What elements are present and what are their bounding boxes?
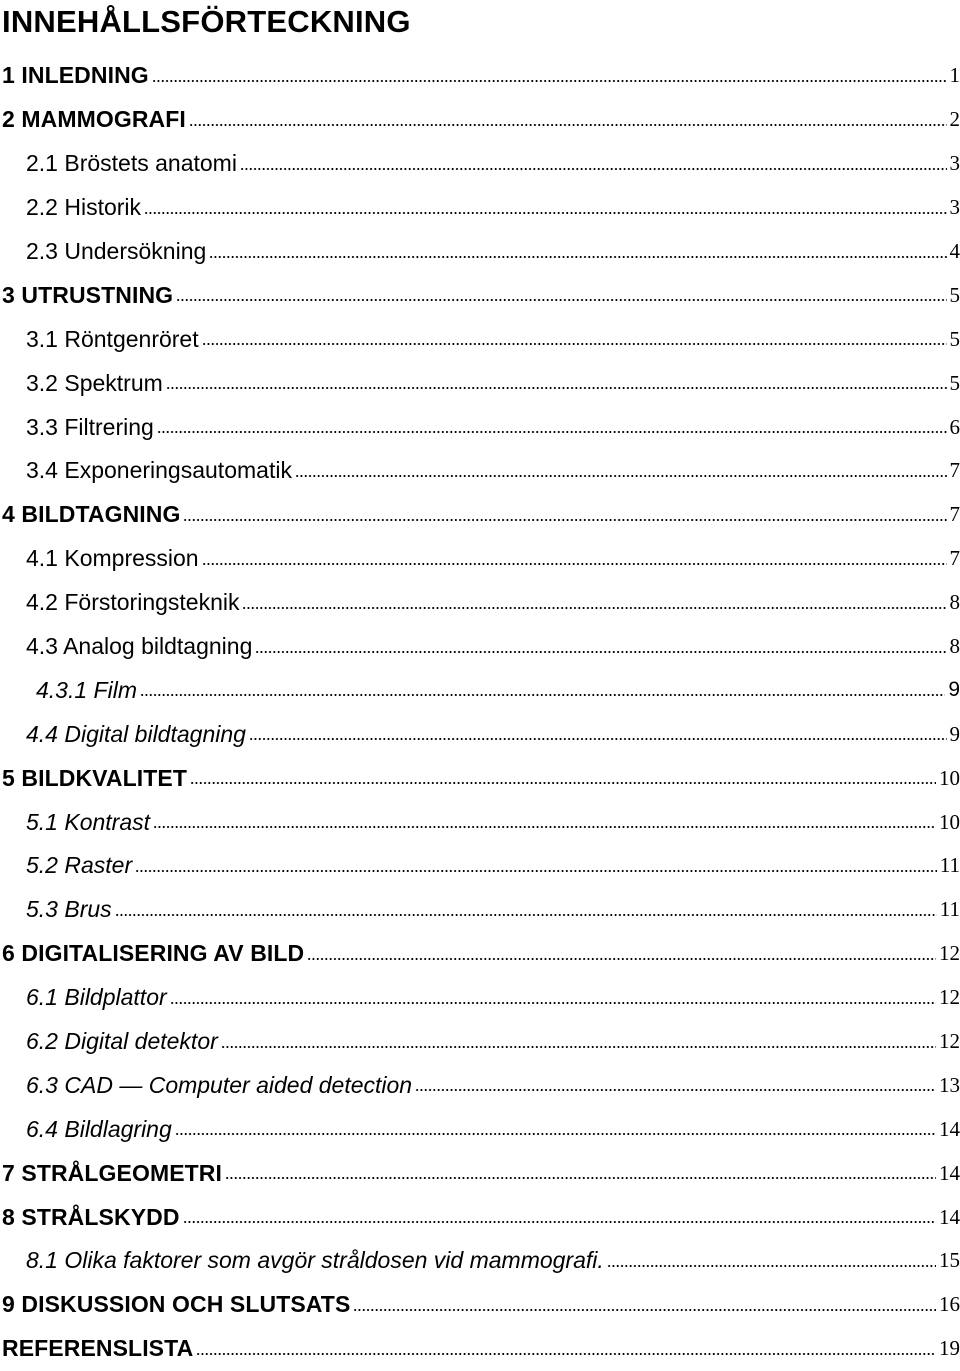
toc-dot-leader bbox=[152, 79, 947, 83]
toc-dot-leader bbox=[353, 1308, 936, 1312]
toc-entry-title: 3 UTRUSTNING bbox=[2, 282, 173, 309]
toc-entry-page-number: 19 bbox=[939, 1336, 960, 1361]
toc-dot-leader bbox=[240, 167, 947, 171]
toc-entry-page-number: 8 bbox=[950, 590, 960, 615]
toc-dot-leader bbox=[170, 1001, 936, 1005]
toc-entry-title: 2.3 Undersökning bbox=[26, 238, 206, 265]
toc-entry-title: 6 DIGITALISERING AV BILD bbox=[2, 940, 304, 967]
toc-dot-leader bbox=[183, 1220, 936, 1224]
toc-entry-page-number: 6 bbox=[950, 415, 960, 440]
toc-entry[interactable] bbox=[0, 581, 960, 625]
toc-entry-title: 6.2 Digital detektor bbox=[26, 1028, 218, 1055]
toc-entry[interactable] bbox=[0, 1020, 960, 1064]
toc-entry[interactable] bbox=[0, 186, 960, 230]
toc-entry-title: 5.1 Kontrast bbox=[26, 809, 150, 836]
toc-entry-page-number: 10 bbox=[939, 766, 960, 791]
toc-entry-page-number: 11 bbox=[940, 897, 960, 922]
toc-entry[interactable] bbox=[0, 361, 960, 405]
toc-dot-leader bbox=[202, 342, 947, 346]
toc-entry[interactable] bbox=[0, 142, 960, 186]
toc-entry-page-number: 11 bbox=[940, 853, 960, 878]
toc-entry-title: 4.3 Analog bildtagning bbox=[26, 633, 252, 660]
toc-entry-page-number: 3 bbox=[950, 151, 960, 176]
toc-entry-page-number: 13 bbox=[939, 1073, 960, 1098]
toc-entry-title: 9 DISKUSSION OCH SLUTSATS bbox=[2, 1291, 350, 1318]
toc-entry-page-number: 10 bbox=[939, 810, 960, 835]
toc-entry[interactable] bbox=[0, 888, 960, 932]
toc-entry-page-number: 3 bbox=[950, 195, 960, 220]
toc-entry-title: 1 INLEDNING bbox=[2, 62, 149, 89]
toc-entry-page-number: 5 bbox=[950, 327, 960, 352]
toc-entry-title: 8 STRÅLSKYDD bbox=[2, 1204, 180, 1231]
toc-entry-title: 3.3 Filtrering bbox=[26, 414, 154, 441]
toc-entry[interactable] bbox=[0, 230, 960, 274]
toc-entry[interactable] bbox=[0, 976, 960, 1020]
toc-entry[interactable] bbox=[0, 1063, 960, 1107]
toc-dot-leader bbox=[225, 1176, 936, 1180]
toc-dot-leader bbox=[166, 386, 947, 390]
toc-entry-title: 8.1 Olika faktorer som avgör stråldosen vid mammografi. bbox=[26, 1247, 604, 1274]
toc-entry-title: 4.2 Förstoringsteknik bbox=[26, 589, 239, 616]
toc-entry-title: 2 MAMMOGRAFI bbox=[2, 106, 186, 133]
toc-entry-page-number: 4 bbox=[950, 239, 960, 264]
toc-entry-page-number: 7 bbox=[950, 546, 960, 571]
toc-entry-title: 3.1 Röntgenröret bbox=[26, 326, 199, 353]
toc-entry-title: 4 BILDTAGNING bbox=[2, 501, 180, 528]
toc-entry-title: 3.2 Spektrum bbox=[26, 370, 163, 397]
toc-entry-title: 7 STRÅLGEOMETRI bbox=[2, 1160, 222, 1187]
toc-entry[interactable] bbox=[0, 537, 960, 581]
toc-dot-leader bbox=[140, 693, 945, 697]
toc-dot-leader bbox=[144, 211, 946, 215]
toc-dot-leader bbox=[157, 430, 947, 434]
toc-list bbox=[0, 54, 960, 1371]
toc-entry[interactable] bbox=[0, 800, 960, 844]
toc-entry-title: 4.3.1 Film bbox=[36, 677, 137, 704]
toc-dot-leader bbox=[221, 1045, 936, 1049]
toc-entry[interactable] bbox=[0, 273, 960, 317]
toc-dot-leader bbox=[209, 255, 946, 259]
toc-dot-leader bbox=[153, 825, 936, 829]
toc-entry[interactable] bbox=[0, 1151, 960, 1195]
toc-entry-title: 5.3 Brus bbox=[26, 896, 112, 923]
toc-entry[interactable] bbox=[0, 317, 960, 361]
toc-entry-page-number: 5 bbox=[950, 283, 960, 308]
toc-dot-leader bbox=[202, 562, 947, 566]
toc-entry-page-number: 16 bbox=[939, 1292, 960, 1317]
toc-dot-leader bbox=[242, 606, 946, 610]
toc-entry-title: 6.4 Bildlagring bbox=[26, 1116, 172, 1143]
toc-dot-leader bbox=[415, 1088, 936, 1092]
toc-entry[interactable] bbox=[0, 1195, 960, 1239]
toc-entry-page-number: 5 bbox=[950, 371, 960, 396]
toc-entry-title: 6.1 Bildplattor bbox=[26, 984, 167, 1011]
toc-entry[interactable] bbox=[0, 98, 960, 142]
toc-entry-title: 2.2 Historik bbox=[26, 194, 141, 221]
toc-dot-leader bbox=[196, 1352, 936, 1356]
toc-entry[interactable] bbox=[0, 405, 960, 449]
toc-entry-page-number: 14 bbox=[939, 1205, 960, 1230]
toc-entry-title: 3.4 Exponeringsautomatik bbox=[26, 457, 292, 484]
toc-entry-page-number: 7 bbox=[950, 502, 960, 527]
toc-dot-leader bbox=[189, 123, 947, 127]
toc-entry[interactable] bbox=[0, 493, 960, 537]
toc-entry-title: 4.1 Kompression bbox=[26, 545, 199, 572]
toc-entry-title: 5.2 Raster bbox=[26, 852, 132, 879]
toc-entry[interactable] bbox=[0, 1107, 960, 1151]
toc-dot-leader bbox=[607, 1264, 936, 1268]
toc-entry-title: 2.1 Bröstets anatomi bbox=[26, 150, 237, 177]
toc-entry[interactable] bbox=[0, 1239, 960, 1283]
toc-entry-page-number: 8 bbox=[950, 634, 960, 659]
toc-entry[interactable] bbox=[0, 668, 960, 712]
toc-entry-title: 4.4 Digital bildtagning bbox=[26, 721, 246, 748]
toc-entry[interactable] bbox=[0, 54, 960, 98]
toc-dot-leader bbox=[183, 518, 946, 522]
toc-entry[interactable] bbox=[0, 712, 960, 756]
toc-entry-page-number: 9 bbox=[948, 678, 960, 702]
toc-dot-leader bbox=[249, 737, 947, 741]
toc-entry-page-number: 2 bbox=[950, 107, 960, 132]
toc-entry-page-number: 14 bbox=[939, 1161, 960, 1186]
toc-entry-page-number: 1 bbox=[950, 63, 960, 88]
toc-entry-page-number: 9 bbox=[950, 722, 960, 747]
toc-entry-page-number: 12 bbox=[939, 941, 960, 966]
toc-entry[interactable] bbox=[0, 625, 960, 669]
toc-entry-page-number: 15 bbox=[939, 1248, 960, 1273]
toc-dot-leader bbox=[295, 474, 947, 478]
toc-dot-leader bbox=[176, 298, 946, 302]
toc-dot-leader bbox=[307, 957, 936, 961]
toc-entry[interactable] bbox=[0, 1283, 960, 1327]
toc-entry-page-number: 12 bbox=[939, 985, 960, 1010]
toc-dot-leader bbox=[190, 781, 936, 785]
toc-entry[interactable] bbox=[0, 844, 960, 888]
toc-entry[interactable] bbox=[0, 756, 960, 800]
toc-entry[interactable] bbox=[0, 449, 960, 493]
toc-dot-leader bbox=[255, 650, 946, 654]
toc-entry-title: 6.3 CAD — Computer aided detection bbox=[26, 1072, 412, 1099]
toc-entry-title: REFERENSLISTA bbox=[2, 1335, 193, 1362]
toc-dot-leader bbox=[135, 869, 937, 873]
toc-entry-page-number: 12 bbox=[939, 1029, 960, 1054]
toc-dot-leader bbox=[175, 1132, 936, 1136]
toc-dot-leader bbox=[115, 913, 937, 917]
toc-entry-title: 5 BILDKVALITET bbox=[2, 765, 187, 792]
toc-entry[interactable] bbox=[0, 1327, 960, 1371]
toc-entry-page-number: 7 bbox=[950, 458, 960, 483]
toc-entry-page-number: 14 bbox=[939, 1117, 960, 1142]
toc-entry[interactable] bbox=[0, 932, 960, 976]
toc-heading: INNEHÅLLSFÖRTECKNING bbox=[2, 2, 411, 42]
